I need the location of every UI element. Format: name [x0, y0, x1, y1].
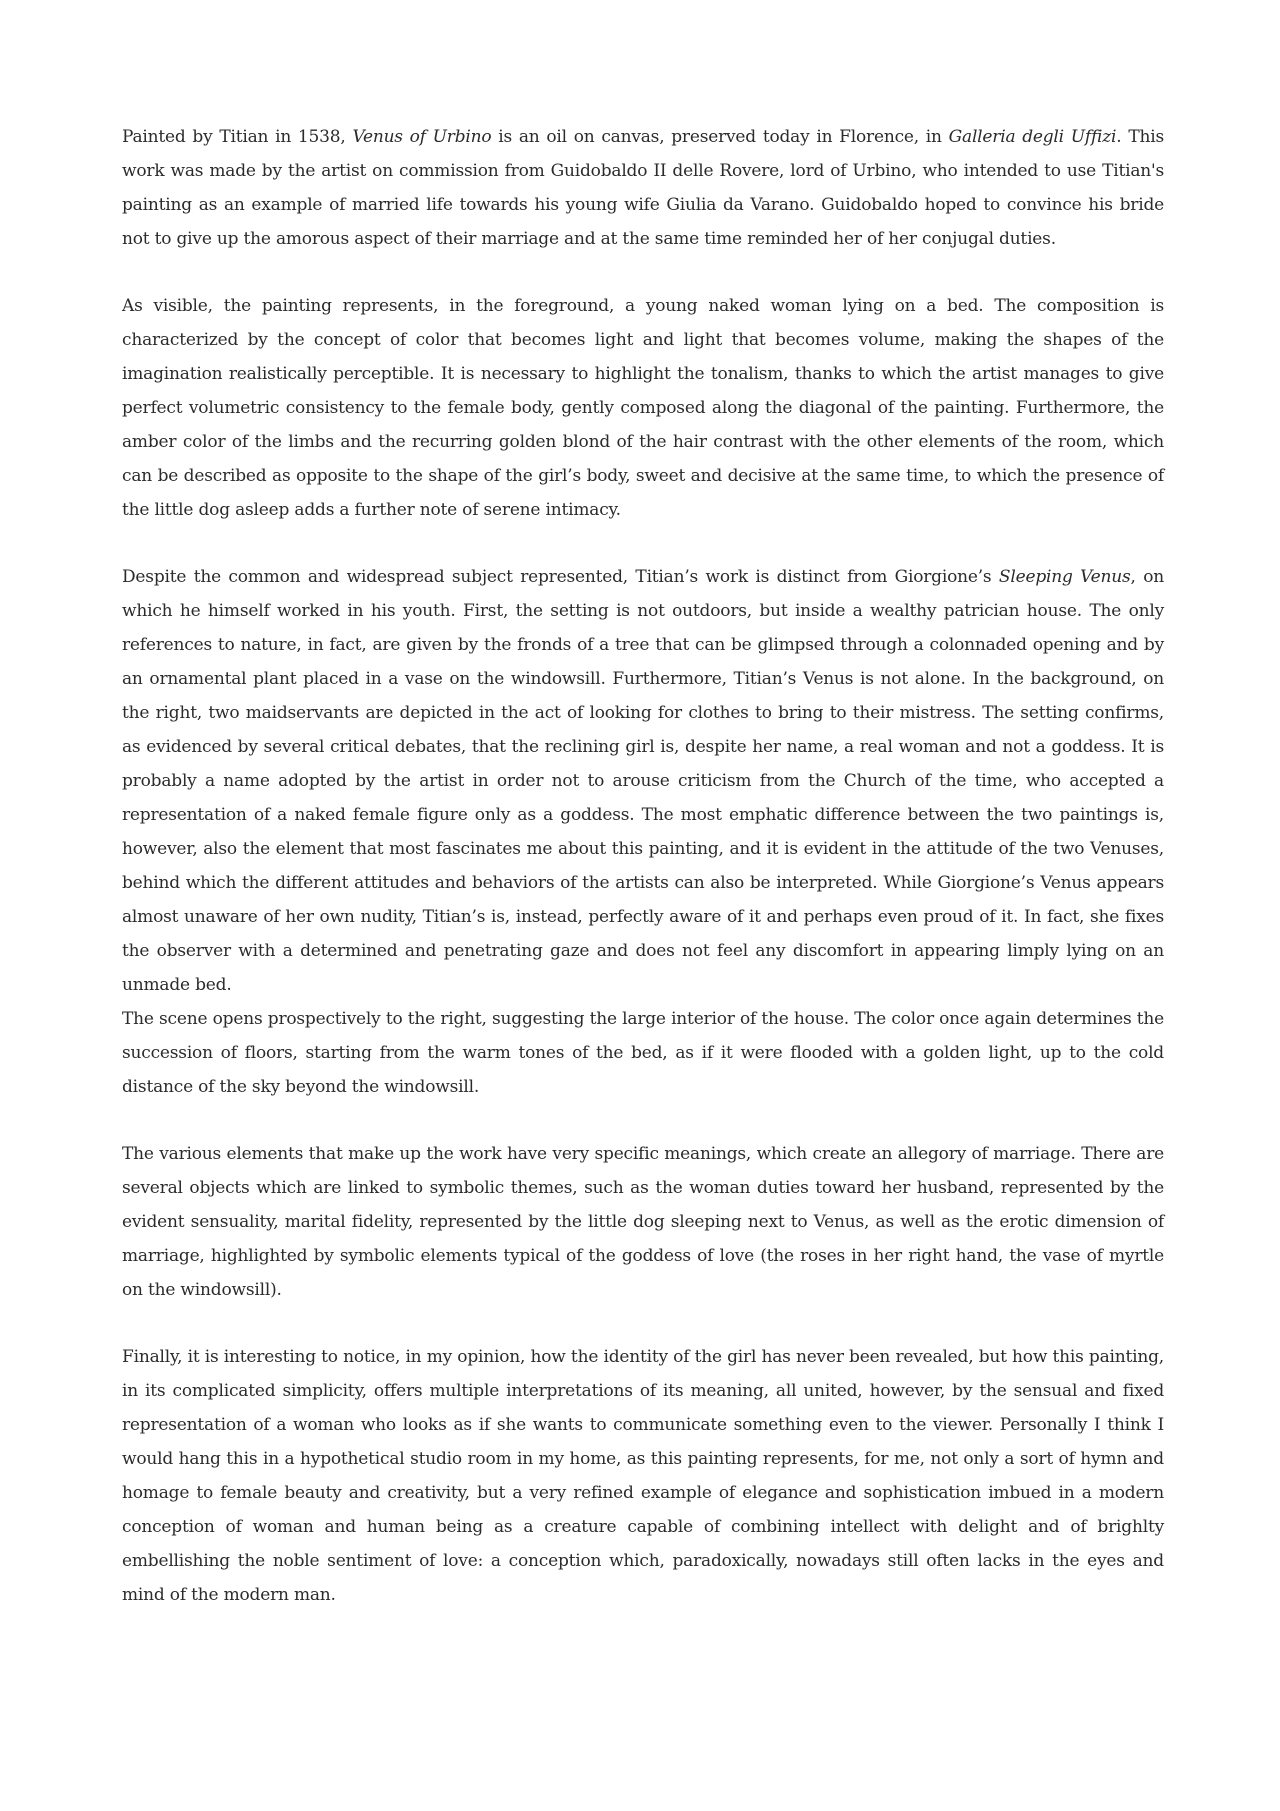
text-run: , on which he himself worked in his youth. First, the setting is not outdoors, but inside a wealthy patrician house. The only references to nature, in fact, are given by the fronds of a tree that can be glimpsed through a colonnaded opening and by an ornamental plant placed in a vase on the windowsill. Furthermore, Titian’s Venus is not alone. In the background, on the right, two maidservants are depicted in the act of looking for clothes to bring to their mistress. The setting confirms, as evidenced by several critical debates, that the reclining girl is, despite her name, a real woman and not a goddess. It is probably a name adopted by the artist in order not to arouse criticism from the Church of the time, who accepted a representation of a naked female figure only as a goddess. The most emphatic difference between the two paintings is, however, also the element that most fascinates me about this painting, and it is evident in the attitude of the two Venuses, behind which the different attitudes and behaviors of the artists can also be interpreted. While Giorgione’s Venus appears almost unaware of her own nudity, Titian’s is, instead, perfectly aware of it and perhaps even proud of it. In fact, she fixes the observer with a determined and penetrating gaze and does not feel any discomfort in appearing limply lying on an unmade bed. — [122, 567, 1165, 995]
text-run: Painted by Titian in 1538, — [122, 127, 353, 147]
paragraph-composition — [122, 289, 1164, 527]
museum-name: Galleria degli Uffizi — [948, 127, 1117, 147]
artwork-title: Sleeping Venus — [998, 567, 1131, 587]
document-page — [122, 120, 1164, 1645]
text-run: The scene opens prospectively to the right, suggesting the large interior of the house. The color once again determines the succession of floors, starting from the warm tones of the bed, as if it were flooded with a golden light, up to the cold distance of the sky beyond the windowsill. — [122, 1009, 1164, 1097]
artwork-title: Venus of Urbino — [352, 127, 492, 147]
text-run: Finally, it is interesting to notice, in my opinion, how the identity of the girl has never been revealed, but how this painting, in its complicated simplicity, offers multiple interpretations of its meaning, all united, however, by the sensual and fixed representation of a woman who looks as if she wants to communicate something even to the viewer. Personally I think I would hang this in a hypothetical studio room in my home, as this painting represents, for me, not only a sort of hymn and homage to female beauty and creativity, but a very refined example of elegance and sophistication imbued in a modern conception of woman and human being as a creature capable of combining intellect with delight and of brighlty embellishing the noble sentiment of love: a conception which, paradoxically, nowadays still often lacks in the eyes and mind of the modern man. — [122, 1347, 1164, 1605]
text-run: As visible, the painting represents, in the foreground, a young naked woman lying on a bed. The composition is characterized by the concept of color that becomes light and light that becomes volume, making the shapes of the imagination realistically perceptible. It is necessary to highlight the tonalism, thanks to which the artist manages to give perfect volumetric consistency to the female body, gently composed along the diagonal of the painting. Furthermore, the amber color of the limbs and the recurring golden blond of the hair contrast with the other elements of the room, which can be described as opposite to the shape of the girl’s body, sweet and decisive at the same time, to which the presence of the little dog asleep adds a further note of serene intimacy. — [122, 296, 1164, 520]
text-run: The various elements that make up the work have very specific meanings, which create an allegory of marriage. There are several objects which are linked to symbolic themes, such as the woman duties toward her husband, represented by the evident sensuality, marital fidelity, represented by the little dog sleeping next to Venus, as well as the erotic dimension of marriage, highlighted by symbolic elements typical of the goddess of love (the roses in her right hand, the vase of myrtle on the windowsill). — [122, 1144, 1164, 1300]
text-run: . This work was made by the artist on commission from Guidobaldo II delle Rovere, lord of Urbino, who intended to use Titian's painting as an example of married life towards his young wife Giulia da Varano. Guidobaldo hoped to convince his bride not to give up the amorous aspect of their marriage and at the same time reminded her of her conjugal duties. — [122, 127, 1164, 249]
paragraph-conclusion — [122, 1340, 1164, 1612]
paragraph-comparison — [122, 560, 1164, 1002]
text-run: Despite the common and widespread subject represented, Titian’s work is distinct from Giorgione’s — [122, 567, 999, 587]
paragraph-symbolism — [122, 1137, 1164, 1307]
paragraph-intro — [122, 120, 1164, 256]
paragraph-scene — [122, 1002, 1164, 1104]
text-run: is an oil on canvas, preserved today in Florence, in — [491, 127, 949, 147]
